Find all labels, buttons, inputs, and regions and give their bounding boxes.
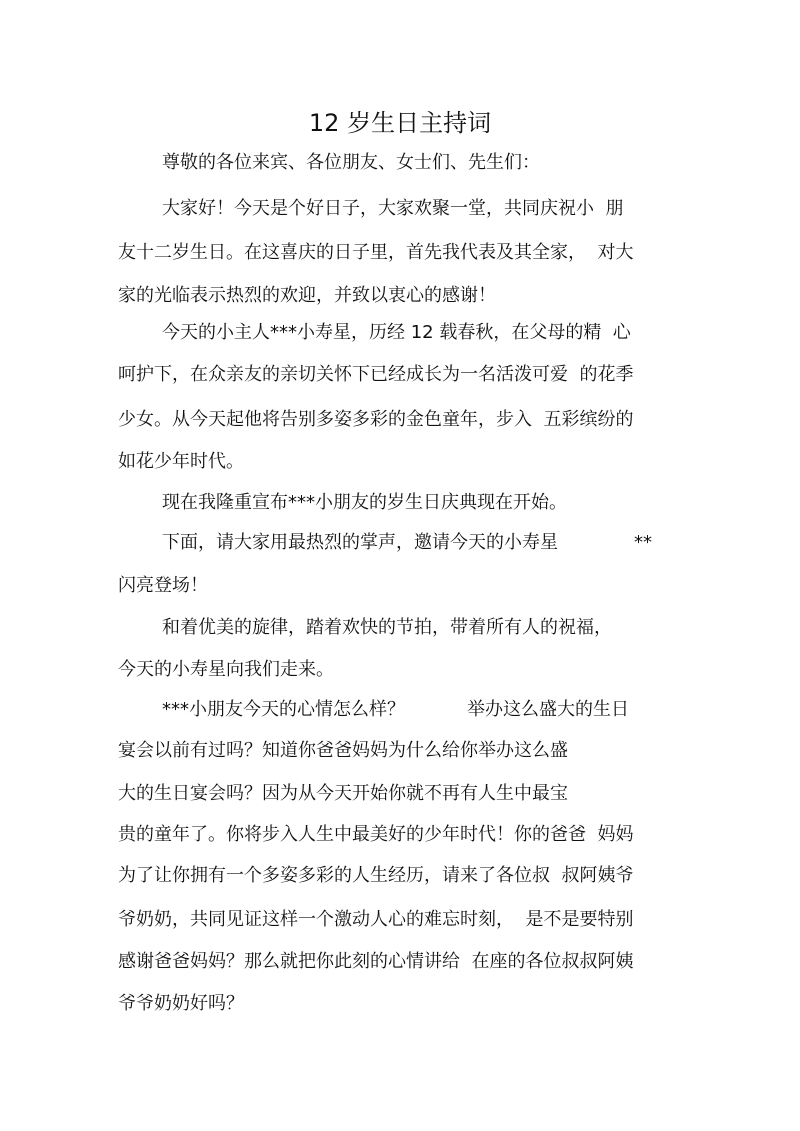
paragraph-line: 家的光临表示热烈的欢迎，并致以衷心的感谢！ xyxy=(118,285,496,306)
paragraph-line: 贵的童年了。你将步入人生中最美好的少年时代！你的爸爸 妈妈 xyxy=(118,824,634,845)
paragraph-line: 为了让你拥有一个多姿多彩的人生经历，请来了各位叔 叔阿姨爷 xyxy=(118,865,634,886)
paragraph-line: ** xyxy=(634,532,652,553)
document-title: 12 岁生日主持词 xyxy=(308,109,492,137)
paragraph-line: 大家好！今天是个好日子，大家欢聚一堂，共同庆祝小 朋 xyxy=(162,198,624,219)
paragraph-line: 爷爷奶奶好吗？ xyxy=(118,993,244,1014)
paragraph-line: 宴会以前有过吗？知道你爸爸妈妈为什么给你举办这么盛 xyxy=(118,740,568,761)
paragraph-line: 今天的小主人***小寿星，历经 12 载春秋，在父母的精 心 xyxy=(162,322,631,343)
paragraph-line: 和着优美的旋律，踏着欢快的节拍，带着所有人的祝福， xyxy=(162,617,612,638)
paragraph-line: ***小朋友今天的心情怎么样？ xyxy=(162,699,405,720)
paragraph-line: 少女。从今天起他将告别多姿多彩的金色童年，步入 五彩缤纷的 xyxy=(118,409,634,430)
paragraph-line: 大的生日宴会吗？因为从今天开始你就不再有人生中最宝 xyxy=(118,783,568,804)
paragraph-line: 爷奶奶，共同见证这样一个激动人心的难忘时刻， 是不是要特别 xyxy=(118,909,634,930)
paragraph-line: 今天的小寿星向我们走来。 xyxy=(118,659,334,680)
paragraph-line: 友十二岁生日。在这喜庆的日子里，首先我代表及其全家， 对大 xyxy=(118,242,634,263)
paragraph-line: 如花少年时代。 xyxy=(118,451,244,472)
paragraph-line: 现在我隆重宣布***小朋友的岁生日庆典现在开始。 xyxy=(162,492,567,513)
paragraph-line: 闪亮登场！ xyxy=(118,575,208,596)
greeting-line: 尊敬的各位来宾、各位朋友、女士们、先生们： xyxy=(162,152,540,173)
paragraph-line: 呵护下，在众亲友的亲切关怀下已经成长为一名活泼可爱 的花季 xyxy=(118,364,634,385)
paragraph-line: 感谢爸爸妈妈？那么就把你此刻的心情讲给 在座的各位叔叔阿姨 xyxy=(118,951,634,972)
paragraph-line: 下面，请大家用最热烈的掌声，邀请今天的小寿星 xyxy=(162,532,558,553)
paragraph-line: 举办这么盛大的生日 xyxy=(467,699,629,720)
